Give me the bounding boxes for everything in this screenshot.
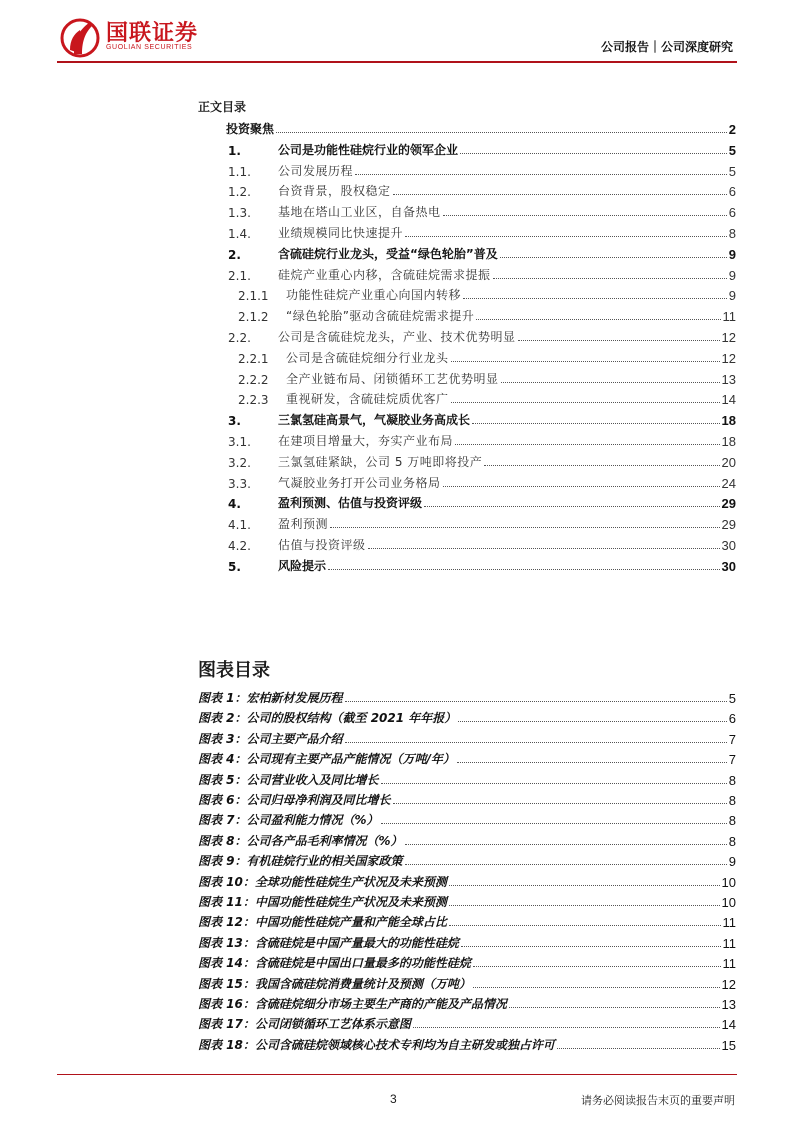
figure-entry[interactable]: [198, 788, 736, 808]
figure-leader-dots: [457, 762, 727, 763]
figure-entry[interactable]: [198, 706, 736, 726]
toc-leader-dots: [368, 548, 720, 549]
figure-entry[interactable]: [198, 890, 736, 910]
toc-entry-text: 重视研发，含硫硅烷质优客广: [286, 392, 449, 407]
toc-entry-number: 2.2.: [228, 331, 251, 345]
figure-leader-dots: [381, 823, 727, 824]
toc-entry[interactable]: [198, 367, 736, 387]
figure-entry-page: 11: [722, 956, 736, 972]
figure-entry-text: 图表 9：有机硅烷行业的相关国家政策: [198, 854, 403, 869]
figure-entry-text: 图表 1：宏柏新材发展历程: [198, 691, 343, 705]
toc-entry-page: 11: [722, 309, 736, 325]
figure-entry-page: 7: [728, 752, 736, 768]
toc-entry-page: 13: [721, 371, 736, 387]
toc-entry[interactable]: [198, 117, 736, 137]
toc-leader-dots: [463, 298, 727, 299]
toc-entry-number: 3.3.: [228, 476, 251, 491]
toc-entry[interactable]: [198, 450, 736, 470]
figure-entry-text: 图表 8：公司各产品毛利率情况（%）: [198, 833, 403, 848]
toc-entry-text: 在建项目增量大，夯实产业布局: [278, 434, 454, 448]
toc-entry-text: 业绩规模同比快速提升: [278, 226, 404, 240]
figure-entry-text: 图表 5：公司营业收入及同比增长: [198, 772, 379, 787]
toc-leader-dots: [451, 361, 720, 362]
figure-entry[interactable]: [198, 727, 736, 747]
figure-leader-dots: [509, 1007, 720, 1008]
toc-leader-dots: [493, 278, 727, 279]
footer-divider: [57, 1074, 737, 1075]
toc-entry-number: 4.2.: [228, 539, 251, 553]
toc-entry-text: 含硫硅烷行业龙头，受益“绿色轮胎”普及: [278, 246, 498, 261]
toc-leader-dots: [500, 257, 727, 258]
toc-entry[interactable]: [198, 387, 736, 407]
toc-entry-text: 投资聚焦: [226, 122, 275, 136]
figure-leader-dots: [458, 721, 726, 722]
toc-entry-page: 9: [728, 288, 736, 304]
figure-entry-text: 图表 3：公司主要产品介绍: [198, 731, 343, 746]
toc-entry-number: 4.: [228, 497, 241, 512]
toc-entry[interactable]: [198, 533, 736, 553]
toc-leader-dots: [455, 444, 720, 445]
toc-entry-page: 2: [728, 122, 736, 137]
toc-entry-number: 2.1.2: [238, 310, 269, 325]
figure-leader-dots: [405, 864, 727, 865]
toc-entry-page: 30: [721, 538, 736, 553]
logo-text-en: GUOLIAN SECURITIES: [106, 44, 193, 51]
toc-leader-dots: [355, 174, 727, 175]
toc-entry-page: 9: [728, 246, 736, 262]
toc-entry[interactable]: [198, 325, 736, 345]
toc-entry-page: 6: [728, 184, 736, 200]
toc-entry[interactable]: [198, 138, 736, 158]
toc-entry-page: 29: [721, 517, 736, 533]
toc-entry-text: 台资背景，股权稳定: [278, 184, 391, 199]
toc-entry-number: 1.2.: [228, 185, 251, 200]
figure-entry[interactable]: [198, 910, 736, 930]
figure-entry-text: 图表 4：公司现有主要产品产能情况（万吨/年）: [198, 752, 455, 767]
toc-entry-text: 盈利预测、估值与投资评级: [278, 496, 423, 511]
toc-entry-number: 4.1.: [228, 518, 251, 533]
toc-entry[interactable]: [198, 263, 736, 283]
figure-leader-dots: [449, 885, 720, 886]
toc-entry-text: 公司是含硫硅烷细分行业龙头: [286, 350, 449, 365]
figure-entry-page: 6: [728, 711, 736, 727]
figure-entry-page: 9: [728, 854, 736, 870]
figure-entry-page: 8: [728, 793, 736, 808]
figure-entry-page: 8: [728, 772, 736, 788]
toc-entry-text: 硅烷产业重心内移，含硫硅烷需求提振: [278, 267, 491, 282]
figure-entry[interactable]: [198, 972, 736, 992]
figure-entry-text: 图表 14：含硫硅烷是中国出口量最多的功能性硅烷: [198, 956, 471, 971]
toc-entry-text: 气凝胶业务打开公司业务格局: [278, 475, 441, 490]
figure-entry-page: 13: [721, 997, 736, 1012]
toc-entry[interactable]: [198, 491, 736, 511]
figure-entry[interactable]: [198, 808, 736, 828]
figure-entry[interactable]: [198, 992, 736, 1012]
figure-leader-dots: [557, 1048, 720, 1049]
toc-entry-text: 基地在塔山工业区，自备热电: [278, 205, 441, 220]
toc-leader-dots: [518, 340, 720, 341]
figure-entry[interactable]: [198, 1012, 736, 1032]
toc-entry-text: 公司发展历程: [278, 163, 354, 178]
figure-entry[interactable]: [198, 849, 736, 869]
toc-entry-text: 估值与投资评级: [278, 538, 366, 552]
figure-entry-text: 图表 12：中国功能性硅烷产量和产能全球占比: [198, 915, 447, 930]
report-type-label: 公司报告｜公司深度研究: [600, 40, 733, 54]
toc-entry-text: 风险提示: [278, 558, 327, 573]
toc-entry-page: 18: [721, 434, 736, 449]
figure-entry-text: 图表 6：公司归母净利润及同比增长: [198, 793, 391, 807]
toc-leader-dots: [276, 132, 727, 133]
toc-entry-number: 2.2.2: [238, 372, 269, 387]
figure-leader-dots: [381, 783, 727, 784]
toc-entry-page: 12: [721, 350, 736, 366]
toc-leader-dots: [443, 215, 727, 216]
toc-leader-dots: [328, 569, 720, 570]
figures-title: 图表目录: [198, 660, 270, 681]
toc-entry-number: 3.2.: [228, 455, 251, 470]
figure-entry-page: 11: [722, 935, 736, 951]
figure-entry-page: 12: [721, 976, 736, 992]
toc-entry-text: 全产业链布局、闭锁循环工艺优势明显: [286, 371, 499, 386]
toc-leader-dots: [472, 423, 720, 424]
toc-entry-page: 6: [728, 205, 736, 221]
toc-entry[interactable]: [198, 346, 736, 366]
toc-leader-dots: [484, 465, 719, 466]
figure-entry-text: 图表 10：全球功能性硅烷生产状况及未来预测: [198, 874, 447, 889]
toc-entry[interactable]: [198, 512, 736, 532]
figure-entry[interactable]: [198, 1033, 736, 1053]
figure-entry[interactable]: [198, 747, 736, 767]
toc-entry-page: 9: [728, 267, 736, 283]
figure-leader-dots: [449, 905, 720, 906]
figure-leader-dots: [473, 987, 720, 988]
toc-entry[interactable]: [198, 283, 736, 303]
toc-entry-number: 2.2.1: [238, 351, 269, 366]
header-divider: [57, 61, 737, 63]
figure-entry-page: 14: [721, 1017, 736, 1033]
toc-entry[interactable]: [198, 242, 736, 262]
company-logo: [60, 16, 210, 60]
figure-entry-page: 5: [728, 691, 736, 706]
figure-leader-dots: [449, 925, 721, 926]
figure-entry-text: 图表 15：我国含硫硅烷消费量统计及预测（万吨）: [198, 976, 471, 991]
toc-entry-number: 3.: [228, 414, 241, 429]
figure-entry-page: 15: [721, 1037, 736, 1053]
toc-title: 正文目录: [198, 100, 247, 114]
guolian-logo-icon: [60, 16, 100, 58]
toc-entry-text: 三氯氢硅紧缺，公司 5 万吨即将投产: [278, 454, 483, 469]
figure-entry-text: 图表 7：公司盈利能力情况（%）: [198, 813, 379, 828]
toc-entry-page: 20: [721, 454, 736, 470]
toc-entry-text: 三氯氢硅高景气，气凝胶业务高成长: [278, 413, 471, 428]
logo-text-cn: 国联证券: [106, 20, 199, 46]
toc-entry-number: 2.: [228, 247, 241, 262]
toc-entry[interactable]: [198, 179, 736, 199]
toc-leader-dots: [476, 319, 720, 320]
toc-entry-number: 1.1.: [228, 164, 251, 179]
figure-entry-page: 8: [728, 833, 736, 849]
figure-leader-dots: [405, 844, 727, 845]
figure-entry[interactable]: [198, 870, 736, 890]
toc-entry-number: 2.2.3: [238, 393, 269, 408]
toc-leader-dots: [424, 506, 720, 507]
toc-entry[interactable]: [198, 200, 736, 220]
toc-entry-page: 24: [721, 475, 736, 491]
toc-entry-page: 14: [721, 392, 736, 408]
toc-entry-number: 5.: [228, 559, 241, 574]
figure-entry-text: 图表 11：中国功能性硅烷生产状况及未来预测: [198, 895, 447, 909]
toc-entry[interactable]: [198, 408, 736, 428]
toc-entry[interactable]: [198, 304, 736, 324]
toc-entry-page: 8: [728, 226, 736, 241]
toc-entry-number: 2.1.: [228, 268, 251, 283]
toc-entry-number: 1.3.: [228, 206, 251, 221]
toc-leader-dots: [443, 486, 720, 487]
toc-entry-page: 5: [728, 142, 736, 158]
figure-entry-text: 图表 17：公司闭锁循环工艺体系示意图: [198, 1017, 411, 1032]
toc-entry-number: 2.1.1: [238, 289, 269, 304]
toc-entry-text: “绿色轮胎”驱动含硫硅烷需求提升: [286, 309, 475, 324]
toc-leader-dots: [405, 236, 727, 237]
toc-entry-number: 1.: [228, 143, 241, 158]
figure-entry-text: 图表 13：含硫硅烷是中国产量最大的功能性硅烷: [198, 935, 459, 950]
figure-entry[interactable]: [198, 686, 736, 706]
toc-entry-number: 3.1.: [228, 435, 251, 449]
toc-entry-text: 公司是功能性硅烷行业的领军企业: [278, 142, 459, 157]
page-header: [0, 0, 793, 70]
toc-entry-text: 公司是含硫硅烷龙头，产业、技术优势明显: [278, 330, 516, 344]
page-number: 3: [390, 1092, 397, 1106]
figure-entry[interactable]: [198, 951, 736, 971]
toc-entry[interactable]: [198, 159, 736, 179]
figure-leader-dots: [473, 966, 721, 967]
figure-entry-page: 10: [721, 874, 736, 890]
figure-leader-dots: [413, 1027, 720, 1028]
figure-entry-text: 图表 2：公司的股权结构（截至 2021 年年报）: [198, 711, 457, 726]
toc-entry-page: 29: [721, 496, 736, 512]
figure-entry-page: 10: [721, 895, 736, 910]
toc-entry-text: 功能性硅烷产业重心向国内转移: [286, 288, 462, 303]
figure-leader-dots: [345, 701, 727, 702]
figure-entry[interactable]: [198, 931, 736, 951]
toc-leader-dots: [330, 527, 720, 528]
toc-leader-dots: [501, 382, 720, 383]
toc-entry-page: 18: [721, 413, 736, 429]
toc-entry[interactable]: [198, 221, 736, 241]
toc-entry-page: 30: [721, 558, 736, 574]
toc-leader-dots: [451, 402, 720, 403]
toc-leader-dots: [393, 194, 727, 195]
figure-entry-page: 7: [728, 731, 736, 747]
toc-entry-text: 盈利预测: [278, 517, 329, 532]
figure-entry-page: 11: [722, 915, 736, 931]
footer-disclaimer: 请务必阅读报告末页的重要声明: [581, 1094, 735, 1107]
toc-entry[interactable]: [198, 429, 736, 449]
toc-entry-number: 1.4.: [228, 227, 251, 241]
toc-entry-page: 5: [728, 163, 736, 179]
toc-entry-page: 12: [721, 330, 736, 345]
figure-entry-page: 8: [728, 813, 736, 829]
figure-leader-dots: [461, 946, 721, 947]
toc-leader-dots: [460, 153, 727, 154]
toc-entry[interactable]: [198, 471, 736, 491]
figure-entry-text: 图表 16：含硫硅烷细分市场主要生产商的产能及产品情况: [198, 997, 507, 1011]
figure-entry[interactable]: [198, 829, 736, 849]
figure-leader-dots: [393, 803, 727, 804]
figure-entry-text: 图表 18：公司含硫硅烷领域核心技术专利均为自主研发或独占许可: [198, 1037, 555, 1052]
toc-entry[interactable]: [198, 554, 736, 574]
figure-leader-dots: [345, 742, 727, 743]
figure-entry[interactable]: [198, 768, 736, 788]
